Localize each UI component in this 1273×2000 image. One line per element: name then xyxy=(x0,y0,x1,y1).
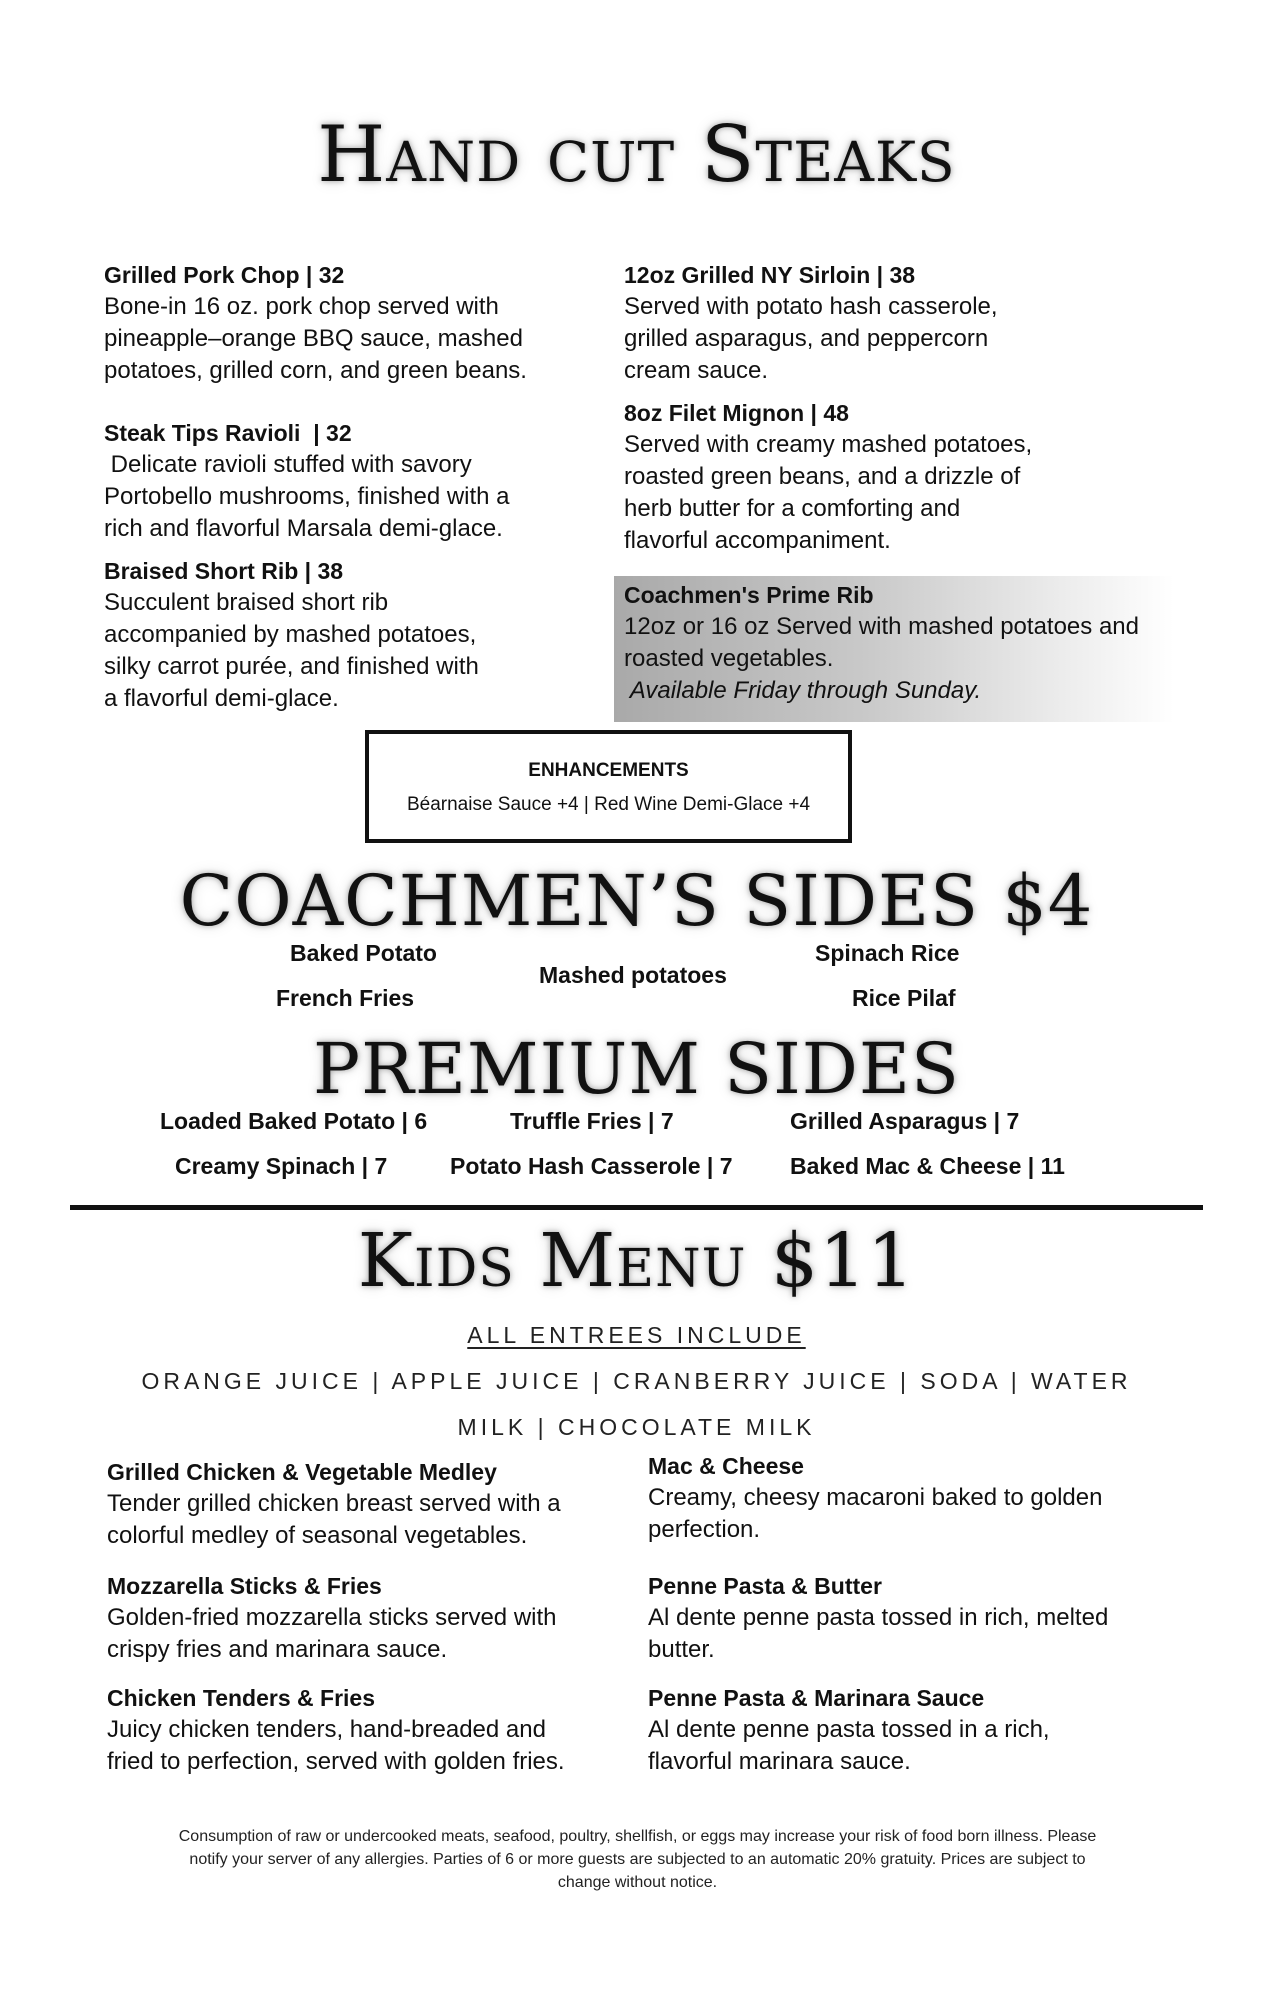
item-desc-line: cream sauce. xyxy=(624,357,769,384)
steaks-title: Hand cut Steaks xyxy=(317,110,956,200)
kids-title: Kids Menu $11 xyxy=(357,1218,916,1304)
item-name: Chicken Tenders & Fries xyxy=(107,1685,375,1711)
premium-side-item: Truffle Fries | 7 xyxy=(510,1108,674,1134)
kids-includes-heading: ALL ENTREES INCLUDE xyxy=(467,1322,806,1348)
item-name: Steak Tips Ravioli | 32 xyxy=(104,420,352,446)
item-name: Penne Pasta & Butter xyxy=(648,1573,882,1599)
premium-side-item: Creamy Spinach | 7 xyxy=(175,1153,388,1179)
premium-side-item: Potato Hash Casserole | 7 xyxy=(450,1153,733,1179)
item-name: Grilled Pork Chop | 32 xyxy=(104,262,345,288)
item-desc-line: roasted vegetables. xyxy=(624,645,834,672)
item-name: Coachmen's Prime Rib xyxy=(624,582,874,608)
enhancements-box xyxy=(365,730,852,843)
disclaimer-line: notify your server of any allergies. Parties of 6 or more guests are subjected to an automatic 20% gratuity. Prices are subject to xyxy=(189,1851,1086,1868)
item-name: 8oz Filet Mignon | 48 xyxy=(624,400,849,426)
item-desc-line: Tender grilled chicken breast served with a xyxy=(107,1490,561,1517)
item-desc-line: Served with creamy mashed potatoes, xyxy=(624,431,1033,458)
item-desc-line: Al dente penne pasta tossed in a rich, xyxy=(648,1716,1050,1743)
side-item: Mashed potatoes xyxy=(539,962,727,988)
item-desc-line: flavorful accompaniment. xyxy=(624,527,891,554)
item-name: Mac & Cheese xyxy=(648,1453,804,1479)
menu-item-pork-chop xyxy=(104,260,584,387)
item-desc-line: roasted green beans, and a drizzle of xyxy=(624,463,1021,490)
item-desc-line: Delicate ravioli stuffed with savory xyxy=(104,451,472,478)
premium-side-item: Grilled Asparagus | 7 xyxy=(790,1108,1020,1134)
menu-item-filet-mignon xyxy=(624,398,1144,557)
item-desc-line: pineapple–orange BBQ sauce, mashed xyxy=(104,325,523,352)
item-desc-line: Succulent braised short rib xyxy=(104,589,389,616)
item-desc-line: rich and flavorful Marsala demi-glace. xyxy=(104,515,503,542)
premium-sides-title: PREMIUM SIDES xyxy=(313,1028,960,1110)
item-desc-line: Portobello mushrooms, finished with a xyxy=(104,483,510,510)
menu-item-steak-tips-ravioli xyxy=(104,418,584,545)
kids-item-penne-butter xyxy=(648,1571,1168,1666)
item-desc-line: flavorful marinara sauce. xyxy=(648,1748,911,1775)
item-name: Braised Short Rib | 38 xyxy=(104,558,344,584)
kids-drinks-line: ORANGE JUICE | APPLE JUICE | CRANBERRY JUICE | SODA | WATER xyxy=(141,1368,1132,1394)
premium-side-item: Loaded Baked Potato | 6 xyxy=(160,1108,428,1134)
item-name: Mozzarella Sticks & Fries xyxy=(107,1573,382,1599)
kids-item-mac-cheese xyxy=(648,1451,1168,1546)
item-name: Penne Pasta & Marinara Sauce xyxy=(648,1685,985,1711)
kids-item-chicken-tenders xyxy=(107,1683,637,1778)
menu-item-braised-short-rib xyxy=(104,556,584,715)
enhancements-heading: ENHANCEMENTS xyxy=(528,760,689,781)
premium-side-item: Baked Mac & Cheese | 11 xyxy=(790,1153,1065,1179)
kids-item-grilled-chicken xyxy=(107,1457,627,1552)
item-desc-line: Golden-fried mozzarella sticks served with xyxy=(107,1604,557,1631)
item-desc-line: colorful medley of seasonal vegetables. xyxy=(107,1522,528,1549)
item-name: 12oz Grilled NY Sirloin | 38 xyxy=(624,262,916,288)
item-desc-line: grilled asparagus, and peppercorn xyxy=(624,325,989,352)
kids-item-mozzarella-sticks xyxy=(107,1571,627,1666)
item-desc-line: crispy fries and marinara sauce. xyxy=(107,1636,448,1663)
disclaimer-line: change without notice. xyxy=(557,1874,718,1891)
side-item: Spinach Rice xyxy=(815,940,960,966)
item-desc-line: Bone-in 16 oz. pork chop served with xyxy=(104,293,499,320)
item-desc-line: 12oz or 16 oz Served with mashed potatoes and xyxy=(624,613,1139,640)
sides-title: COACHMEN’S SIDES $4 xyxy=(179,860,1094,942)
menu-item-ny-sirloin xyxy=(624,260,1144,387)
kids-item-penne-marinara xyxy=(648,1683,1168,1778)
item-desc-line: Served with potato hash casserole, xyxy=(624,293,998,320)
kids-drinks-line: MILK | CHOCOLATE MILK xyxy=(457,1414,816,1440)
item-desc-line: accompanied by mashed potatoes, xyxy=(104,621,477,648)
item-desc-line: Creamy, cheesy macaroni baked to golden xyxy=(648,1484,1103,1511)
side-item: French Fries xyxy=(276,985,415,1011)
item-name: Grilled Chicken & Vegetable Medley xyxy=(107,1459,497,1485)
item-desc-line: perfection. xyxy=(648,1516,761,1543)
item-desc-line: potatoes, grilled corn, and green beans. xyxy=(104,357,527,384)
section-divider xyxy=(70,1205,1203,1210)
item-desc-line: butter. xyxy=(648,1636,715,1663)
availability-note: Available Friday through Sunday. xyxy=(624,677,982,704)
item-desc-line: a flavorful demi-glace. xyxy=(104,685,339,712)
item-desc-line: fried to perfection, served with golden fries. xyxy=(107,1748,565,1775)
enhancements-text: Béarnaise Sauce +4 | Red Wine Demi-Glace +4 xyxy=(406,794,811,815)
side-item: Rice Pilaf xyxy=(852,985,956,1011)
item-desc-line: silky carrot purée, and finished with xyxy=(104,653,479,680)
menu-item-prime-rib xyxy=(624,580,1174,707)
item-desc-line: Juicy chicken tenders, hand-breaded and xyxy=(107,1716,546,1743)
footer-disclaimer xyxy=(110,1825,1165,1894)
disclaimer-line: Consumption of raw or undercooked meats, seafood, poultry, shellfish, or eggs may increase your risk of food born illness. Please xyxy=(178,1828,1097,1845)
item-desc-line: Al dente penne pasta tossed in rich, melted xyxy=(648,1604,1109,1631)
side-item: Baked Potato xyxy=(290,940,437,966)
item-desc-line: herb butter for a comforting and xyxy=(624,495,961,522)
